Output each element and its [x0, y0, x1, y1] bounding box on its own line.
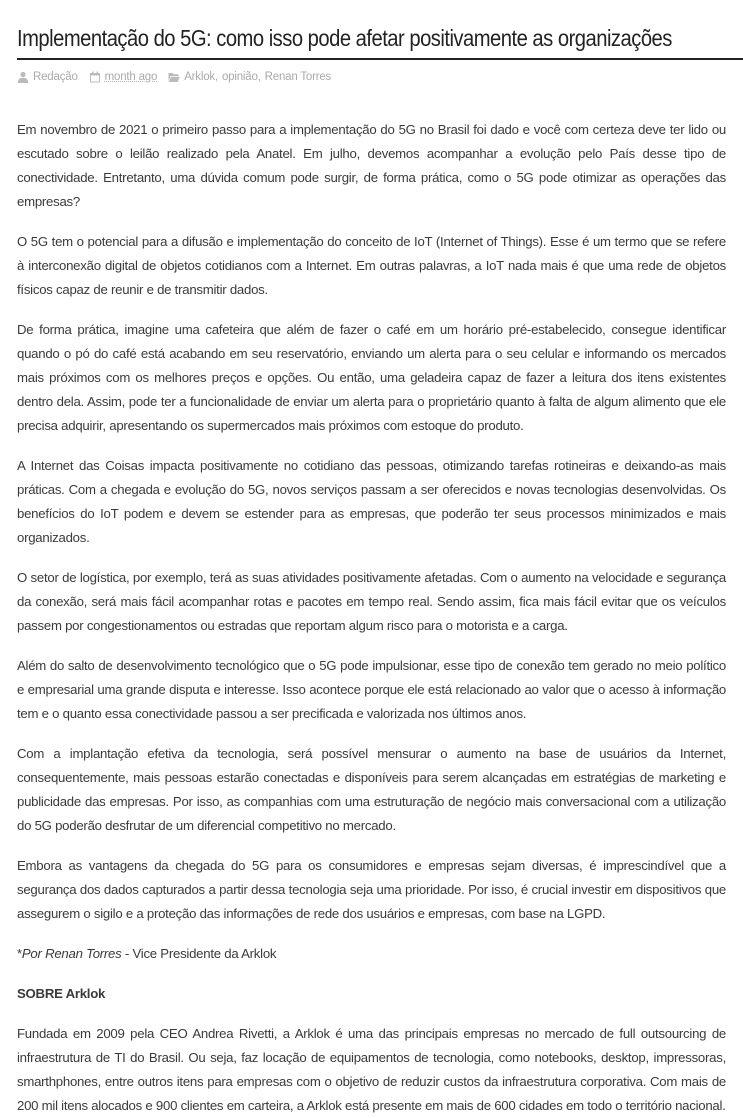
author-link[interactable]: Redação: [33, 71, 78, 83]
paragraph: O setor de logística, por exemplo, terá as suas atividades positivamente afetadas. Com o aumento na velocidade e segurança da conexão, será mais fácil acompanhar rotas e pacotes em tempo real. Sendo assim, fica mais fácil evitar que os veículos passem por congestionamentos ou estradas que reportam algum risco para o motorista e a carga.: [17, 570, 726, 633]
paragraph: Em novembro de 2021 o primeiro passo para a implementação do 5G no Brasil foi dado e você com certeza deve ter lido ou escutado sobre o leilão realizado pela Anatel. Em julho, devemos acompanhar a evolução pelo País desse tipo de conectividade. Entretanto, uma dúvida comum pode surgir, de forma prática, como o 5G pode otimizar as operações das empresas?: [17, 122, 726, 209]
paragraph: Além do salto de desenvolvimento tecnológico que o 5G pode impulsionar, esse tipo de conexão tem gerado no meio político e empresarial uma grande disputa e interesse. Isso acontece porque ele está relacionado ao valor que o acesso à informação tem e o quanto essa conectividade passou a ser precificada e valorizada nos últimos anos.: [17, 658, 726, 721]
category-link-arklok[interactable]: Arklok: [184, 71, 215, 83]
category-separator: ,: [214, 71, 218, 83]
post-date[interactable]: month ago: [104, 71, 158, 83]
folder-open-icon: [168, 71, 180, 83]
about-text: Fundada em 2009 pela CEO Andrea Rivetti, a Arklok é uma das principais empresas no mercado de full outsourcing de infraestrutura de TI do Brasil. Ou seja, faz locação de equipamentos de tecnologia, como notebooks, desktop, impressoras, smarthphones, entre outros itens para empresas com o objetivo de reduzir custos da infraestrutura corporativa. Com mais de 200 mil itens alocados e 900 clientes em carteira, a Arklok está presente em mais de 600 cidades em todo o território nacional.: [17, 1026, 726, 1113]
meta-date: [89, 71, 158, 83]
user-icon: [17, 71, 29, 83]
page-title: Implementação do 5G: como isso pode afetar positivamente as organizações: [17, 25, 672, 51]
category-separator: ,: [257, 71, 261, 83]
meta-author: [17, 71, 78, 83]
post-meta: [17, 65, 726, 89]
title-wrap: [17, 22, 743, 60]
paragraph: De forma prática, imagine uma cafeteira que além de fazer o café em um horário pré-estabelecido, consegue identificar quando o pó do café está acabando em seu reservatório, enviando um alerta para o seu celular e informando os mercados mais próximos com os melhores preços e opções. Ou então, uma geladeira capaz de fazer a leitura dos itens existentes dentro dela. Assim, pode ter a funcionalidade de enviar um alerta para o proprietário quanto à falta de algum alimento que ele precisa adquirir, apresentando os supermercados mais próximos com estoque do produto.: [17, 322, 726, 433]
paragraph: Embora as vantagens da chegada do 5G para os consumidores e empresas sejam diversas, é imprescindível que a segurança dos dados capturados a partir dessa tecnologia seja uma prioridade. Por isso, é crucial investir em dispositivos que assegurem o sigilo e a proteção das informações de rede dos usuários e empresas, com base na LGPD.: [17, 858, 726, 921]
signature-role: - Vice Presidente da Arklok: [121, 946, 277, 961]
category-link-opiniao[interactable]: opinião: [221, 71, 258, 83]
paragraph: Com a implantação efetiva da tecnologia, será possível mensurar o aumento na base de usuários da Internet, consequentemente, mais pessoas estarão conectadas e disponíveis para serem alcançadas em estratégias de marketing e publicidade das empresas. Por isso, as companhias com uma estruturação de negócio mais conversacional com a utilização do 5G poderão desfrutar de um diferencial competitivo no mercado.: [17, 746, 726, 833]
author-signature: [17, 942, 726, 966]
signature-author: Por Renan Torres: [21, 946, 122, 961]
category-link-renan-torres[interactable]: Renan Torres: [264, 71, 332, 83]
calendar-icon: [89, 71, 101, 83]
paragraph: A Internet das Coisas impacta positivamente no cotidiano das pessoas, otimizando tarefas rotineiras e deixando-as mais práticas. Com a chegada e evolução do 5G, novos serviços passam a ser oferecidos e novas tecnologias desenvolvidas. Os benefícios do IoT podem e devem se estender para as empresas, que poderão ter seus processos minimizados e mais organizados.: [17, 458, 726, 545]
article: [17, 0, 726, 1118]
meta-categories: [168, 71, 331, 83]
paragraph: O 5G tem o potencial para a difusão e implementação do conceito de IoT (Internet of Things). Esse é um termo que se refere à interconexão digital de objetos cotidianos com a Internet. Em outras palavras, a IoT nada mais é que uma rede de objetos físicos capaz de reunir e de transmitir dados.: [17, 234, 726, 297]
article-body: [17, 118, 726, 1118]
signature-prefix: *: [17, 946, 22, 961]
about-heading: SOBRE Arklok: [17, 986, 106, 1001]
